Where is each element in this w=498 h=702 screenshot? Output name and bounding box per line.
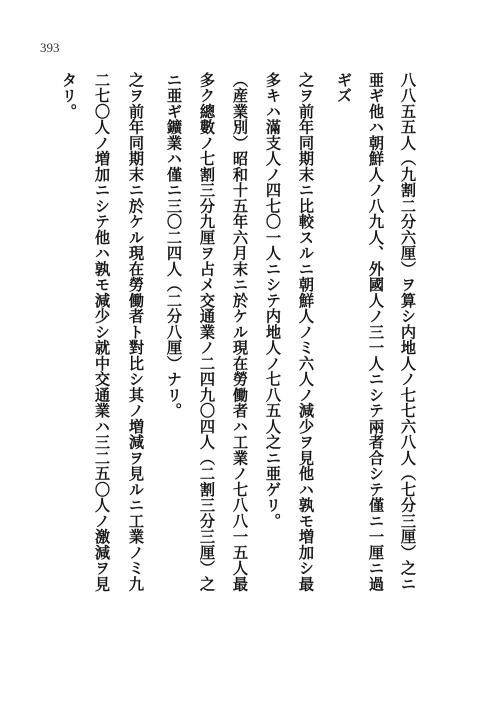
text-column-8: ニ亜ギ鑛業ハ僅ニ三〇二四人（二分八厘）ナリ。 bbox=[165, 72, 183, 419]
text-column-2: 亜ギ他ハ朝鮮人ノ八九人、外國人ノ三一人ニシテ兩者合シテ僅ニ一厘ニ過 bbox=[367, 72, 385, 592]
text-column-3: ギズ bbox=[335, 72, 353, 104]
text-column-6: （産業別）昭和十五年六月末ニ於ケル現在勞働者ハ工業ノ七八八一五人最 bbox=[231, 72, 249, 592]
text-column-10: 二七〇人ノ増加ニシテ他ハ孰モ減少シ就中交通業ハ三二五〇人ノ激減ヲ見 bbox=[93, 72, 111, 592]
text-column-9: 之ヲ前年同期末ニ於ケル現在勞働者ト對比シ其ノ増減ヲ見ルニ工業ノミ九 bbox=[127, 72, 145, 592]
text-column-1: 八八五五人（九割二分六厘）ヲ算シ内地人ノ七七六八人（七分三厘）之ニ bbox=[399, 72, 417, 592]
text-column-4: 之ヲ前年同期末ニ比較スルニ朝鮮人ノミ六人ノ減少ヲ見他ハ孰モ増加シ最 bbox=[297, 72, 315, 592]
page-number: 393 bbox=[40, 40, 60, 55]
text-column-11: タリ。 bbox=[60, 72, 78, 120]
text-column-5: 多キハ滿支人ノ四七〇一人ニシテ内地人ノ七八五人之ニ亜ゲリ。 bbox=[264, 72, 282, 529]
text-column-7: 多ク總數ノ七割三分九厘ヲ占メ交通業ノ二四九〇四人（二割三分三厘）之 bbox=[198, 72, 216, 592]
